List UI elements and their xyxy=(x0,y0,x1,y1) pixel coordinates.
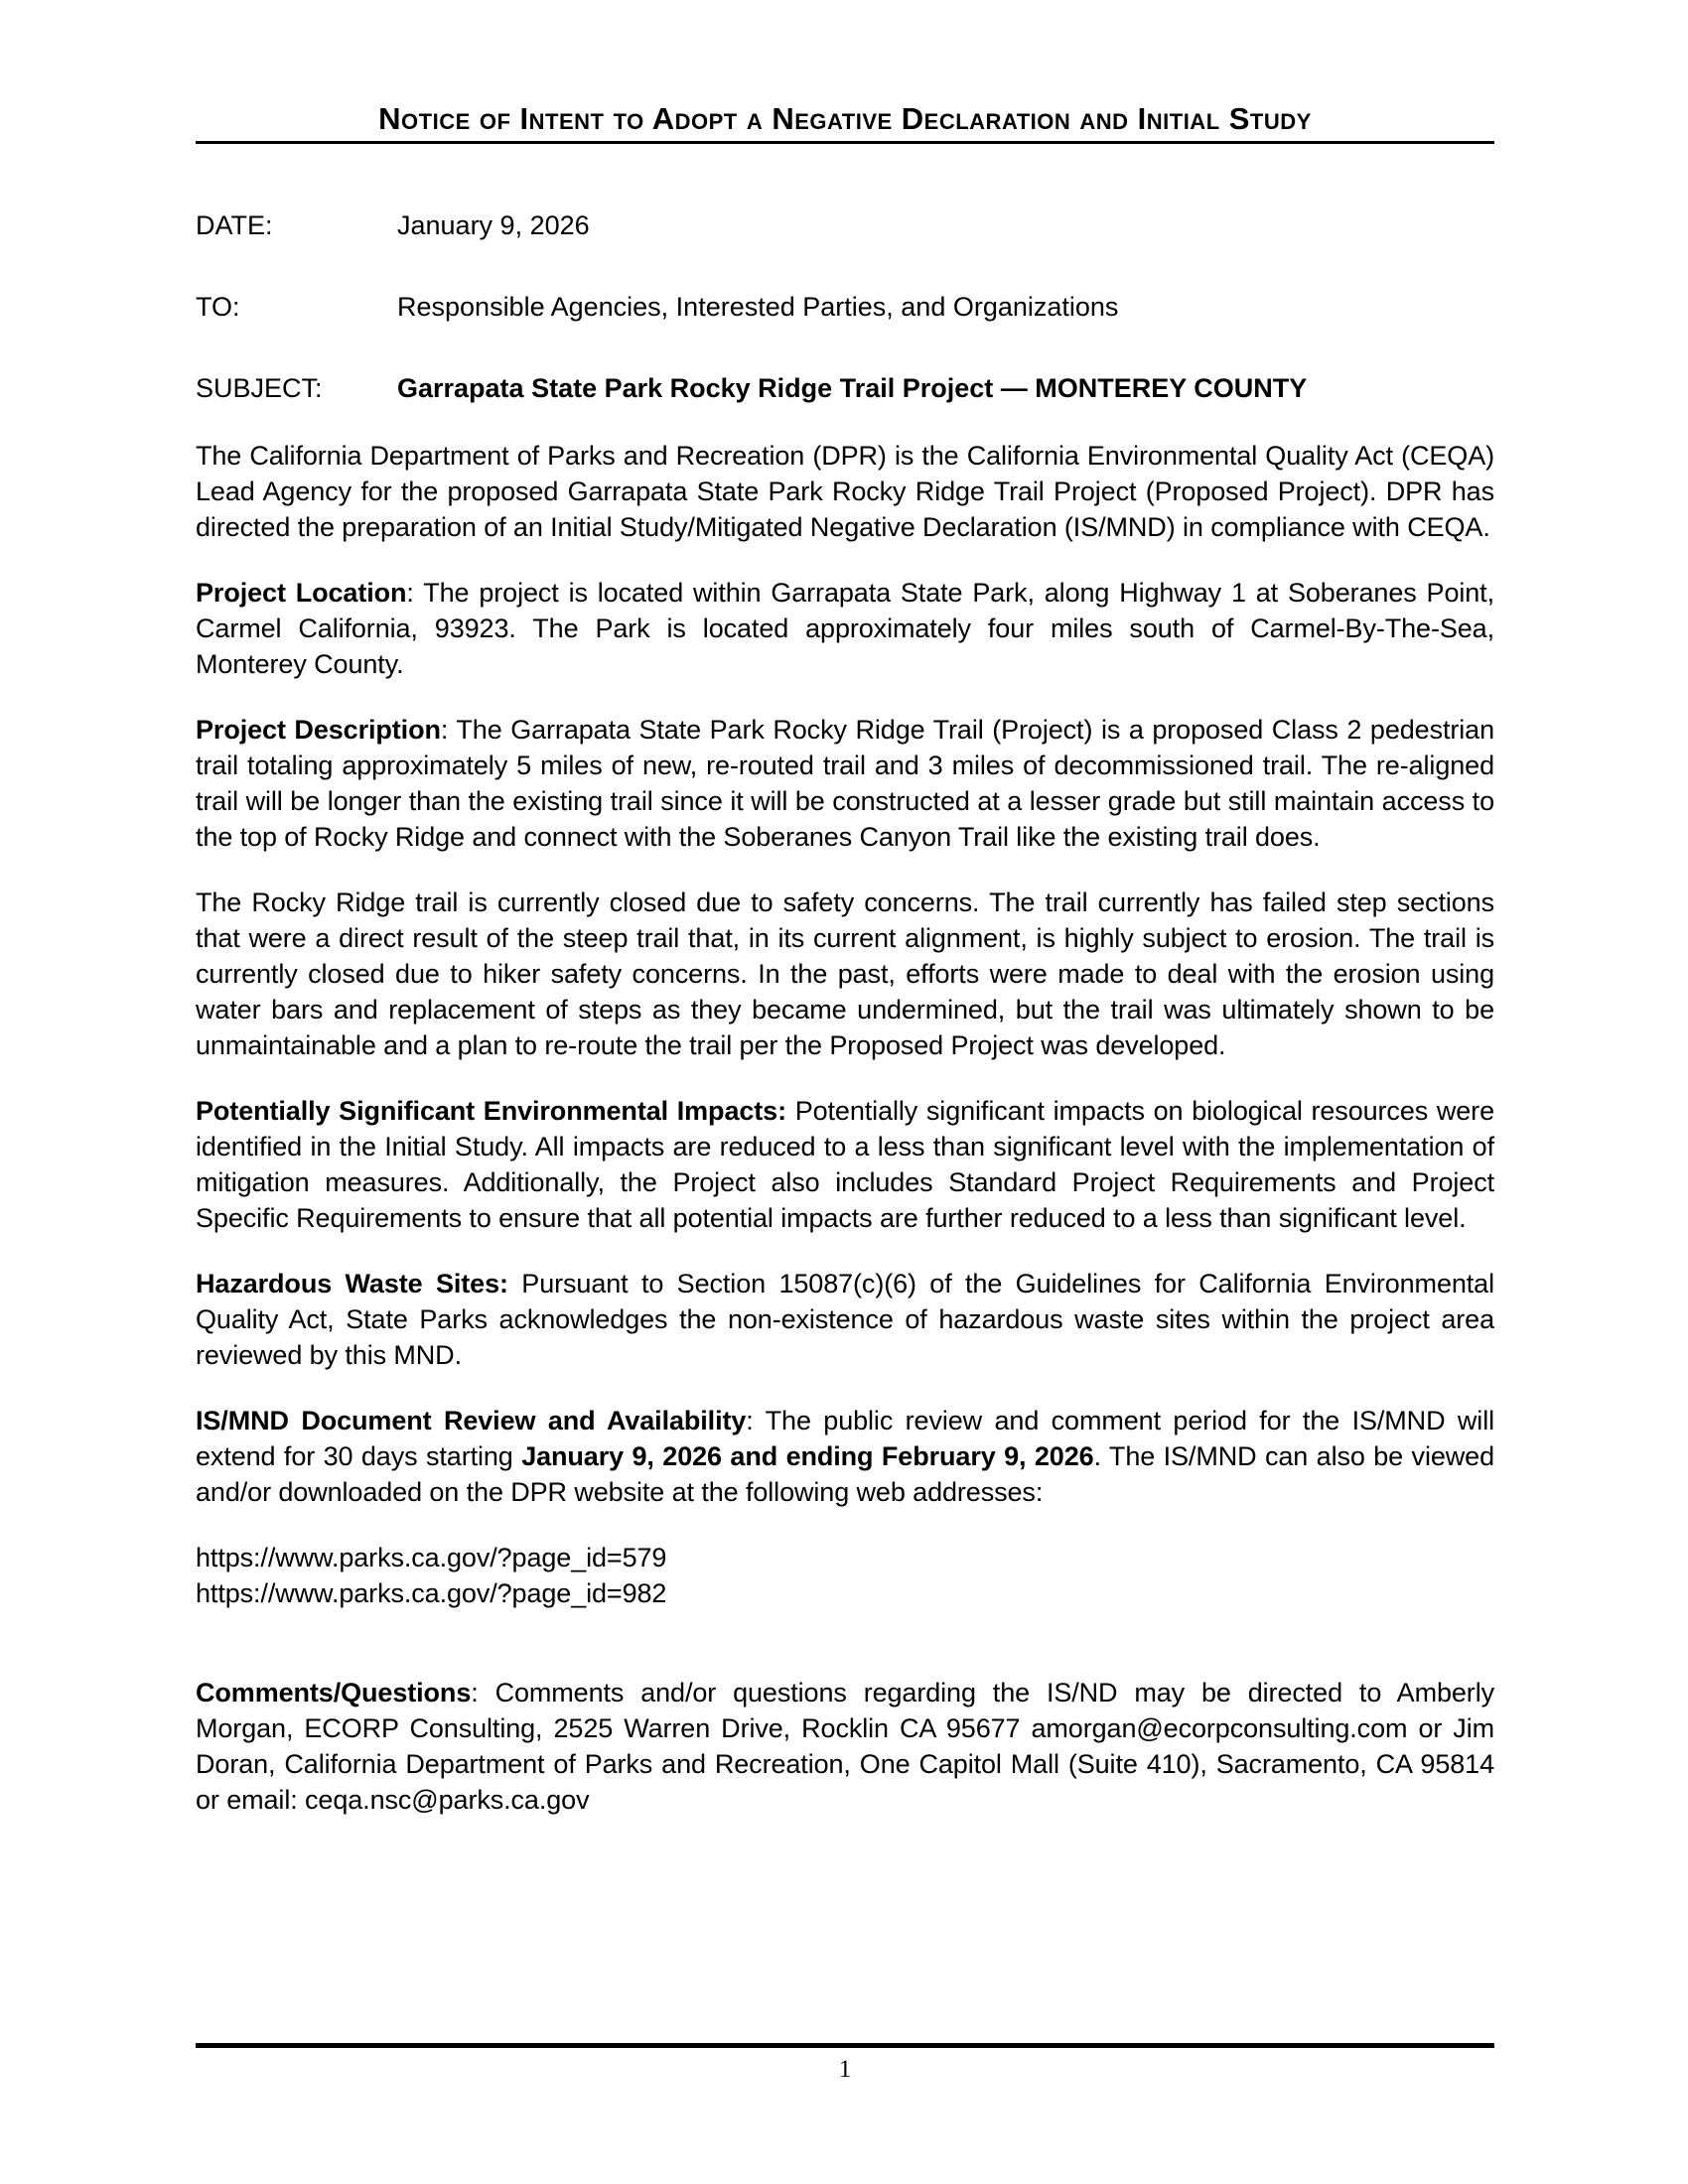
bold-run: Potentially Significant Environmental Impacts: xyxy=(196,1096,786,1126)
text-run: : The Garrapata State Park Rocky Ridge Trail (Project) is a proposed Class 2 pedestrian trail totaling approximately 5 miles of new, re-routed trail and 3 miles of decommissioned trail. The re-aligned trail will be longer than the existing trail since it will be constructed at a lesser grade but still maintain access to the top of Rocky Ridge and connect with the Soberanes Canyon Trail like the existing trail does. xyxy=(196,715,1494,852)
text-run: : Comments and/or questions regarding the IS/ND may be directed to Amberly Morgan, ECORP Consulting, 2525 Warren Drive, Rocklin CA 95677 amorgan@ecorpconsulting.com or Jim Doran, California Department of Parks and Recreation, One Capitol Mall (Suite 410), Sacramento, CA 95814 or email: ceqa.nsc@parks.ca.gov xyxy=(196,1678,1494,1815)
memo-row-subject xyxy=(196,370,1494,406)
bold-run: Comments/Questions xyxy=(196,1678,472,1707)
bold-run: January 9, 2026 and ending February 9, 2026 xyxy=(521,1441,1094,1471)
memo-value: January 9, 2026 xyxy=(397,210,590,240)
page-footer xyxy=(196,2043,1494,2083)
url-text: https://www.parks.ca.gov/?page_id=579 xyxy=(196,1543,667,1572)
bold-run: Hazardous Waste Sites: xyxy=(196,1269,508,1298)
text-run: The California Department of Parks and Recreation (DPR) is the California Environmental Quality Act (CEQA) Lead Agency for the proposed Garrapata State Park Rocky Ridge Trail Project (Proposed Project). DPR has directed the preparation of an Initial Study/Mitigated Negative Declaration (IS/MND) in compliance with CEQA. xyxy=(196,441,1494,542)
text-run: Pursuant to Section 15087(c)(6) of the Guidelines for California Environmental Quality Act, State Parks acknowledges the non-existence of hazardous waste sites within the project area reviewed by this MND. xyxy=(196,1269,1494,1370)
text-run: . The IS/MND can also be viewed and/or downloaded on the DPR website at the following web addresses: xyxy=(196,1441,1494,1507)
bold-run: Project Description xyxy=(196,715,441,745)
footer-divider xyxy=(196,2043,1494,2048)
document-body xyxy=(196,438,1494,1818)
memo-header xyxy=(196,207,1494,406)
page-number: 1 xyxy=(838,2056,852,2083)
url-text: https://www.parks.ca.gov/?page_id=982 xyxy=(196,1578,667,1608)
memo-label: SUBJECT: xyxy=(196,373,323,403)
paragraph-trail-closure xyxy=(196,885,1494,1063)
text-run: : The public review and comment period for the IS/MND will extend for 30 days starting xyxy=(196,1406,1494,1471)
paragraph-comments-questions xyxy=(196,1675,1494,1818)
text-run: The Rocky Ridge trail is currently closed due to safety concerns. The trail currently has failed step sections that were a direct result of the steep trail that, in its current alignment, is highly subject to erosion. The trail is currently closed due to hiker safety concerns. In the past, efforts were made to deal with the erosion using water bars and replacement of steps as they became undermined, but the trail was ultimately shown to be unmaintainable and a plan to re-route the trail per the Proposed Project was developed. xyxy=(196,887,1494,1060)
paragraph-project-location xyxy=(196,575,1494,682)
memo-label: TO: xyxy=(196,292,240,322)
text-run: Potentially significant impacts on biological resources were identified in the Initial Study. All impacts are reduced to a less than significant level with the implementation of mitigation measures. Additionally, the Project also includes Standard Project Requirements and Project Specific Requirements to ensure that all potential impacts are further reduced to a less than significant level. xyxy=(196,1096,1494,1233)
title-divider xyxy=(196,141,1494,144)
bold-run: Project Location xyxy=(196,578,407,608)
paragraph-significant-impacts xyxy=(196,1093,1494,1236)
bold-run: IS/MND Document Review and Availability xyxy=(196,1406,747,1435)
memo-label: DATE: xyxy=(196,210,273,240)
memo-row-to xyxy=(196,289,1494,325)
link-list-dpr-web-addresses xyxy=(196,1540,1494,1611)
document-content xyxy=(196,102,1494,1818)
memo-value: Garrapata State Park Rocky Ridge Trail Project — MONTEREY COUNTY xyxy=(397,373,1308,403)
paragraph-lead-agency xyxy=(196,438,1494,545)
paragraph-hazardous-waste-sites xyxy=(196,1266,1494,1373)
memo-value: Responsible Agencies, Interested Parties, and Organizations xyxy=(397,292,1119,322)
paragraph-project-description xyxy=(196,712,1494,855)
paragraph-document-review-availability xyxy=(196,1403,1494,1510)
document-title: Notice of Intent to Adopt a Negative Declaration and Initial Study xyxy=(378,101,1312,136)
memo-row-date xyxy=(196,207,1494,243)
text-run: : The project is located within Garrapata State Park, along Highway 1 at Soberanes Point, Carmel California, 93923. The Park is located approximately four miles south of Carmel-By-The-Sea, Monterey County. xyxy=(196,578,1494,679)
